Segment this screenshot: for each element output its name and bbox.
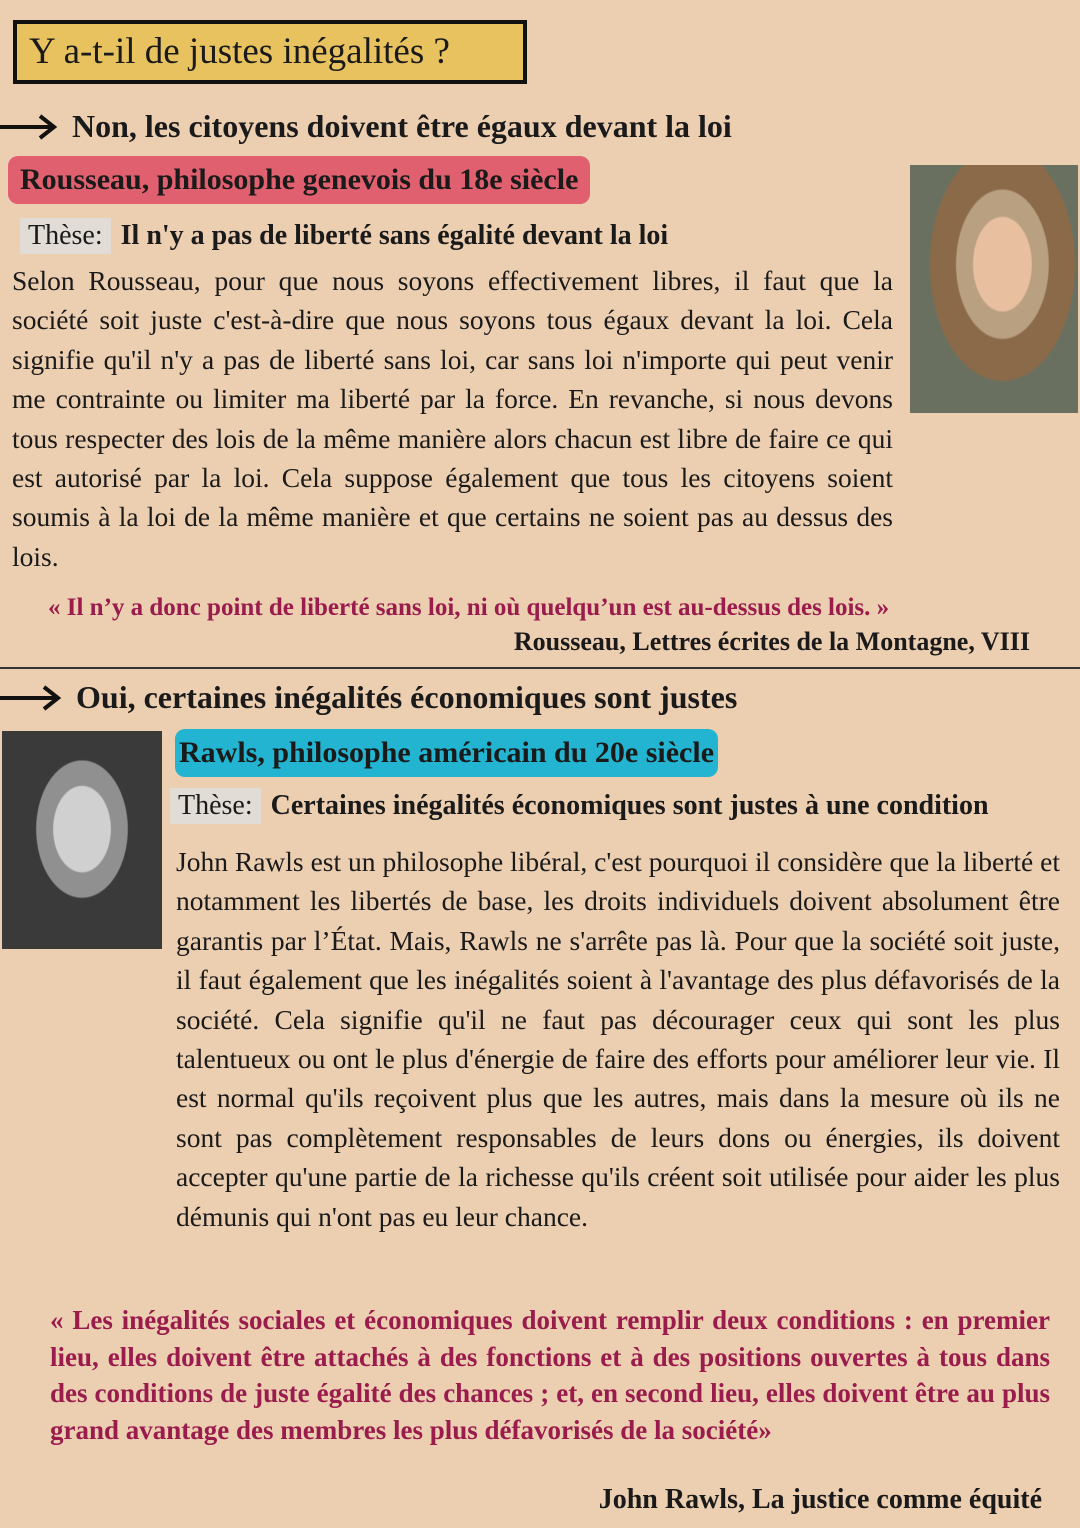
section2-heading-text: Oui, certaines inégalités économiques sont justes xyxy=(76,679,738,715)
divider xyxy=(0,667,1080,669)
section1-heading xyxy=(0,108,732,145)
section2-body: John Rawls est un philosophe libéral, c'est pourquoi il considère que la liberté et notamment les libertés de base, les droits individuels doivent absolument être garantis par l’État. Mais, Rawls ne s'arrête pas là. Pour que la société soit juste, il faut également que les inégalités soient à l'avantage des plus défavorisés de la société. Cela signifie qu'il ne faut pas décourager ceux qui sont les plus talentueux ou ont le plus d'énergie de faire des efforts pour améliorer leur vie. Il est normal qu'ils reçoivent plus que les autres, mais dans la mesure où ils ne sont pas complètement responsables de leurs dons ou énergies, ils doivent accepter qu'une partie de la richesse qu'ils créent soit utilisée pour aider les plus démunis qui n'ont pas eu leur chance. xyxy=(176,846,1060,1232)
rawls-label: Rawls, philosophe américain du 20e siècle xyxy=(175,729,718,777)
rousseau-portrait xyxy=(910,165,1078,413)
section1-source: Rousseau, Lettres écrites de la Montagne, VIII xyxy=(513,627,1030,656)
section1-heading-text: Non, les citoyens doivent être égaux devant la loi xyxy=(72,108,732,144)
section2-these xyxy=(170,788,989,824)
section1-these xyxy=(20,218,668,254)
arrow-right-icon xyxy=(0,683,62,713)
these-text: Certaines inégalités économiques sont justes à une condition xyxy=(270,790,989,821)
page-title: Y a-t-il de justes inégalités ? xyxy=(13,20,527,84)
these-label: Thèse: xyxy=(20,218,111,254)
section2-source: John Rawls, La justice comme équité xyxy=(598,1484,1042,1515)
these-text: Il n'y a pas de liberté sans égalité devant la loi xyxy=(120,220,669,251)
section2-heading xyxy=(0,679,737,716)
rawls-portrait xyxy=(2,731,162,949)
these-label: Thèse: xyxy=(170,788,261,824)
section1-body: Selon Rousseau, pour que nous soyons effectivement libres, il faut que la société soit juste c'est-à-dire que nous soyons tous égaux devant la loi. Cela signifie qu'il n'y a pas de liberté sans loi, car sans loi n'importe qui peut venir me contrainte ou limiter ma liberté par la force. En revanche, si nous devons tous respecter des lois de la même manière alors chacun est libre de faire ce qui est autorisé par la loi. Cela suppose également que tous les citoyens soient soumis à la loi de la même manière et que certains ne soient pas au dessus des lois. xyxy=(12,265,893,572)
section1-quote: « Il n’y a donc point de liberté sans loi, ni où quelqu’un est au-dessus des lois. » xyxy=(48,594,890,621)
rousseau-label: Rousseau, philosophe genevois du 18e siècle xyxy=(8,156,590,204)
arrow-right-icon xyxy=(0,112,58,142)
section2-quote: « Les inégalités sociales et économiques doivent remplir deux conditions : en premier lieu, elles doivent être attachés à des fonctions et à des positions ouvertes à tous dans des conditions de juste égalité des chances ; et, en second lieu, elles doivent être au plus grand avantage des membres les plus défavorisés de la société» xyxy=(50,1305,1050,1445)
